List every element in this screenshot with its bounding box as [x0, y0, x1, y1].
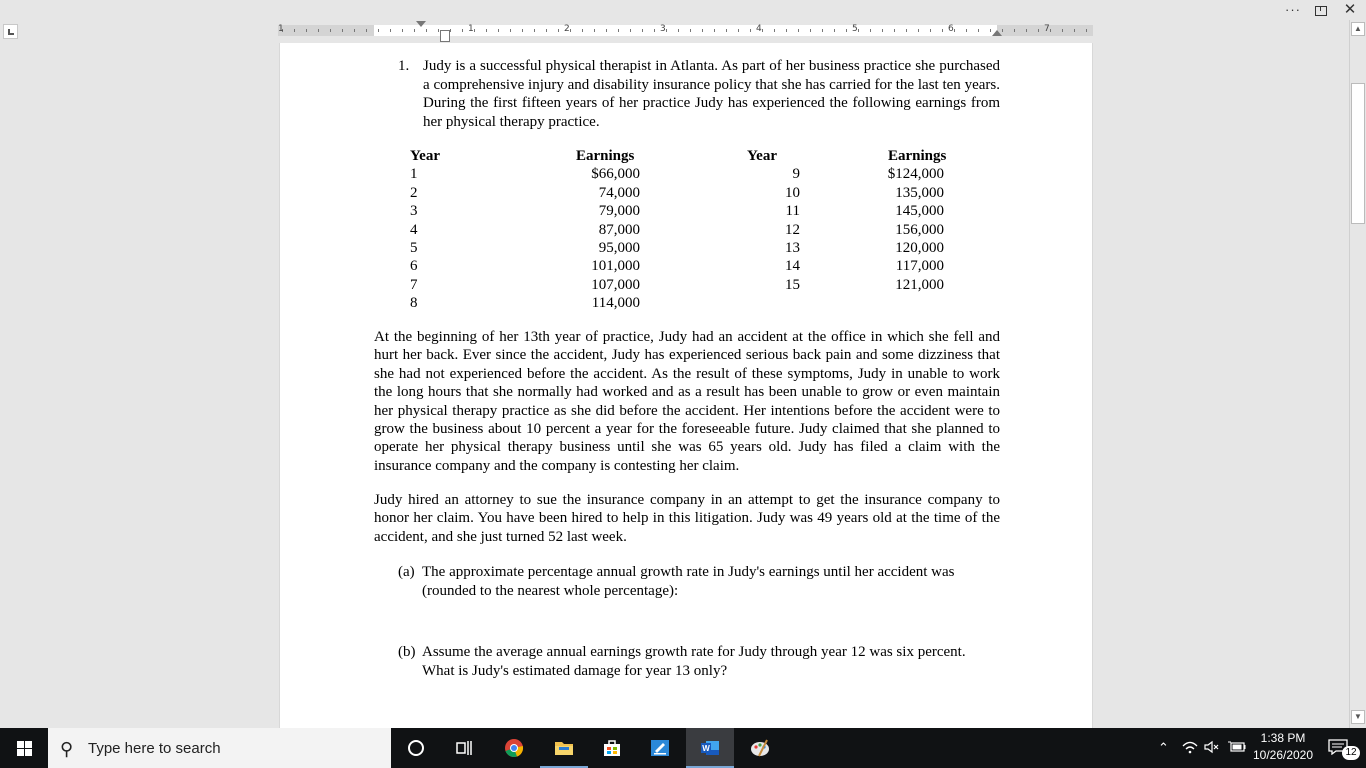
task-view-button[interactable]	[440, 728, 488, 768]
table-cell-earnings: 117,000	[895, 258, 944, 275]
question-number: 1.	[398, 58, 410, 74]
ruler-tick	[666, 29, 667, 32]
table-cell-earnings: 120,000	[895, 240, 944, 256]
table-cell-year: 7	[410, 276, 418, 293]
table-cell-earnings: 87,000	[598, 221, 640, 238]
ruler-tick	[450, 29, 451, 32]
scroll-thumb[interactable]	[1351, 83, 1365, 224]
ruler-tick	[486, 29, 487, 32]
ruler-tick	[798, 29, 799, 32]
cortana-icon	[406, 738, 426, 758]
table-cell-year: 3	[410, 203, 418, 220]
ruler-tick	[570, 29, 571, 32]
first-line-indent-marker[interactable]	[416, 21, 426, 27]
ruler-left-margin	[278, 25, 374, 36]
part-a-label: (a)	[398, 564, 415, 580]
ruler-tick	[1062, 29, 1063, 32]
search-placeholder: Type here to search	[88, 740, 221, 757]
ruler-number: 7	[1044, 24, 1050, 34]
action-center-button[interactable]	[1320, 728, 1366, 768]
ruler-tick	[534, 29, 535, 32]
clock-date: 10/26/2020	[1252, 748, 1314, 762]
hanging-indent-marker[interactable]	[440, 30, 450, 42]
table-cell-earnings: 121,000	[895, 276, 944, 293]
ruler-tick	[858, 29, 859, 32]
file-explorer-button[interactable]	[540, 728, 588, 768]
table-cell-earnings: 95,000	[598, 240, 640, 256]
ruler-tick	[306, 29, 307, 32]
table-cell-year: 8	[410, 295, 418, 312]
table-cell-year: 10	[785, 184, 800, 201]
table-cell-earnings: 79,000	[598, 203, 640, 220]
ruler-number: 2	[564, 24, 570, 34]
table-cell-earnings: 145,000	[895, 203, 944, 220]
ruler-tick	[558, 29, 559, 32]
ruler-tick	[966, 29, 967, 32]
ruler-number: 1	[278, 24, 284, 34]
wifi-button[interactable]	[1182, 740, 1198, 757]
svg-text:W: W	[702, 744, 710, 753]
ruler-tick	[1038, 29, 1039, 32]
attorney-paragraph: Judy hired an attorney to sue the insurance company in an attempt to get the insurance company to honor her claim. You have been hired to help in this litigation. Judy was 49 years old at the time of the accident, and she just turned 52 last week.	[374, 492, 1000, 545]
show-hidden-icons-button[interactable]	[1158, 740, 1169, 756]
ruler-tick	[906, 29, 907, 32]
horizontal-ruler[interactable]	[278, 25, 1093, 36]
table-cell-year: 13	[785, 240, 800, 256]
ruler-number: 1	[468, 24, 474, 34]
wifi-icon	[1182, 740, 1198, 754]
table-cell-earnings: $66,000	[591, 166, 640, 183]
ruler-tick	[426, 29, 427, 32]
ruler-tick	[1086, 29, 1087, 32]
part-a	[398, 563, 1000, 601]
ruler-tick	[1050, 29, 1051, 32]
ruler-tick	[678, 29, 679, 32]
ruler-tick	[654, 29, 655, 32]
table-header-earnings: Earnings	[576, 148, 635, 164]
window-title-bar	[0, 0, 1366, 20]
ruler-tick	[414, 29, 415, 32]
part-b-text: Assume the average annual earnings growth rate for Judy through year 12 was six percent. What is Judy's estimated damage for year 13 only?	[422, 644, 966, 679]
word-button[interactable]	[686, 728, 734, 768]
cortana-button[interactable]	[392, 728, 440, 768]
ruler-tick	[882, 29, 883, 32]
ruler-tick	[378, 29, 379, 32]
ruler-tick	[954, 29, 955, 32]
question-intro: Judy is a successful physical therapist in Atlanta. As part of her business practice she purchased a comprehensive injury and disability insurance policy that she has carried for the last ten years. During the first fifteen years of her practice Judy has experienced the following earnings from her physical therapy practice.	[423, 58, 1000, 130]
document-page[interactable]	[279, 43, 1093, 728]
restore-icon	[1315, 6, 1327, 16]
taskbar	[0, 728, 1366, 768]
ruler-tick	[294, 29, 295, 32]
chrome-icon	[504, 738, 524, 758]
tab-stop-selector[interactable]	[3, 24, 18, 39]
ruler-tick	[1074, 29, 1075, 32]
clock-time: 1:38 PM	[1260, 731, 1306, 745]
store-icon	[602, 738, 622, 758]
ruler-tick	[690, 29, 691, 32]
ruler-tick	[510, 29, 511, 32]
ruler-tick	[498, 29, 499, 32]
task-view-icon	[454, 738, 474, 758]
table-cell-year: 5	[410, 240, 418, 256]
ruler-tick	[474, 29, 475, 32]
right-indent-marker[interactable]	[992, 30, 1002, 36]
table-cell-earnings: 135,000	[895, 184, 944, 201]
table-cell-year: 9	[792, 166, 800, 183]
ruler-tick	[1014, 29, 1015, 32]
ruler-tick	[438, 29, 439, 32]
system-clock[interactable]	[1246, 730, 1320, 764]
search-icon: ⚲	[60, 739, 74, 759]
taskbar-search-box[interactable]	[48, 728, 391, 768]
ruler-tick	[642, 29, 643, 32]
ruler-number: 4	[756, 24, 762, 34]
ruler-tick	[354, 29, 355, 32]
battery-plugged-icon	[1228, 740, 1246, 754]
ruler-tick	[342, 29, 343, 32]
ruler-tick	[546, 29, 547, 32]
table-cell-year: 1	[410, 166, 418, 183]
table-cell-earnings: 114,000	[591, 295, 640, 312]
notification-count-badge: 12	[1342, 746, 1360, 760]
ruler-tick	[618, 29, 619, 32]
file-explorer-icon	[554, 738, 574, 758]
ruler-tick	[702, 29, 703, 32]
chevron-up-icon: ⌃	[1158, 740, 1169, 755]
ruler-tick	[762, 29, 763, 32]
ruler-tick	[594, 29, 595, 32]
ruler-tick	[822, 29, 823, 32]
pen-app-icon	[650, 738, 670, 758]
start-button[interactable]	[0, 728, 48, 768]
volume-muted-icon	[1204, 740, 1220, 754]
ruler-number: 5	[852, 24, 858, 34]
table-cell-earnings: 74,000	[598, 184, 640, 201]
ruler-tick	[930, 29, 931, 32]
ruler-tick	[714, 29, 715, 32]
ruler-tick	[366, 29, 367, 32]
battery-button[interactable]	[1228, 740, 1246, 757]
scroll-up-arrow-icon[interactable]: ▲	[1351, 22, 1365, 36]
table-cell-year: 12	[785, 221, 800, 238]
table-cell-year: 14	[785, 258, 800, 275]
ruler-tick	[1002, 29, 1003, 32]
ruler-tick	[630, 29, 631, 32]
table-cell-year: 15	[785, 276, 800, 293]
paint-icon	[750, 738, 770, 758]
ruler-tick	[318, 29, 319, 32]
close-button[interactable]: ✕	[1343, 1, 1357, 18]
volume-button[interactable]	[1204, 740, 1220, 757]
ruler-tick	[390, 29, 391, 32]
ruler-tick	[606, 29, 607, 32]
vertical-scrollbar[interactable]	[1349, 20, 1366, 728]
ruler-tick	[978, 29, 979, 32]
part-a-text: The approximate percentage annual growth rate in Judy's earnings until her accident was (rounded to the nearest whole percentage):	[422, 564, 955, 599]
store-button[interactable]	[588, 728, 636, 768]
table-cell-earnings: 156,000	[895, 221, 944, 238]
table-header-year: Year	[410, 148, 440, 164]
table-cell-year: 6	[410, 258, 418, 275]
more-options-button[interactable]: ···	[1285, 2, 1301, 17]
accident-paragraph: At the beginning of her 13th year of practice, Judy had an accident at the office in which she fell and hurt her back. Ever since the accident, Judy has experienced serious back pain and some dizziness that she had not experienced before the accident. As the result of these symptoms, Judy in unable to work the long hours that she normally had worked and as a result has been unable to grow or even maintain her physical therapy practice as she did before the accident. Her intentions before the accident were to grow the business about 10 percent a year for the foreseeable future. Judy claimed that she planned to operate her physical therapy business until she was 65 years old. Judy has filed a claim with the insurance company and the company is contesting her claim.	[374, 329, 1000, 474]
word-icon	[700, 738, 720, 758]
ruler-tick	[942, 29, 943, 32]
ruler-tick	[894, 29, 895, 32]
ruler-tick	[726, 29, 727, 32]
table-cell-earnings: 101,000	[591, 258, 640, 275]
ruler-tick	[870, 29, 871, 32]
ruler-tick	[582, 29, 583, 32]
ruler-number: 3	[660, 24, 666, 34]
ruler-tick	[462, 29, 463, 32]
table-cell-earnings: $124,000	[887, 166, 944, 183]
table-cell-year: 11	[785, 203, 800, 220]
ruler-tick	[738, 29, 739, 32]
ruler-tick	[522, 29, 523, 32]
ruler-number: 6	[948, 24, 954, 34]
part-b-label: (b)	[398, 644, 416, 660]
chrome-button[interactable]	[490, 728, 538, 768]
pen-app-button[interactable]	[636, 728, 684, 768]
ruler-tick	[846, 29, 847, 32]
ruler-bar	[0, 20, 1366, 42]
ruler-tick	[330, 29, 331, 32]
ruler-tick	[786, 29, 787, 32]
ruler-tick	[810, 29, 811, 32]
ruler-tick	[1026, 29, 1027, 32]
ruler-tick	[918, 29, 919, 32]
ruler-tick	[750, 29, 751, 32]
table-header-year: Year	[747, 148, 777, 164]
table-cell-earnings: 107,000	[591, 276, 640, 293]
ruler-tick	[402, 29, 403, 32]
paint-button[interactable]	[736, 728, 784, 768]
scroll-down-arrow-icon[interactable]: ▼	[1351, 710, 1365, 724]
ruler-tick	[834, 29, 835, 32]
restore-button[interactable]	[1312, 1, 1330, 19]
ruler-tick	[990, 29, 991, 32]
part-b	[398, 643, 1000, 681]
question-1	[398, 57, 1000, 131]
table-header-earnings: Earnings	[888, 148, 947, 164]
table-cell-year: 4	[410, 221, 418, 238]
table-cell-year: 2	[410, 184, 418, 201]
ruler-tick	[774, 29, 775, 32]
